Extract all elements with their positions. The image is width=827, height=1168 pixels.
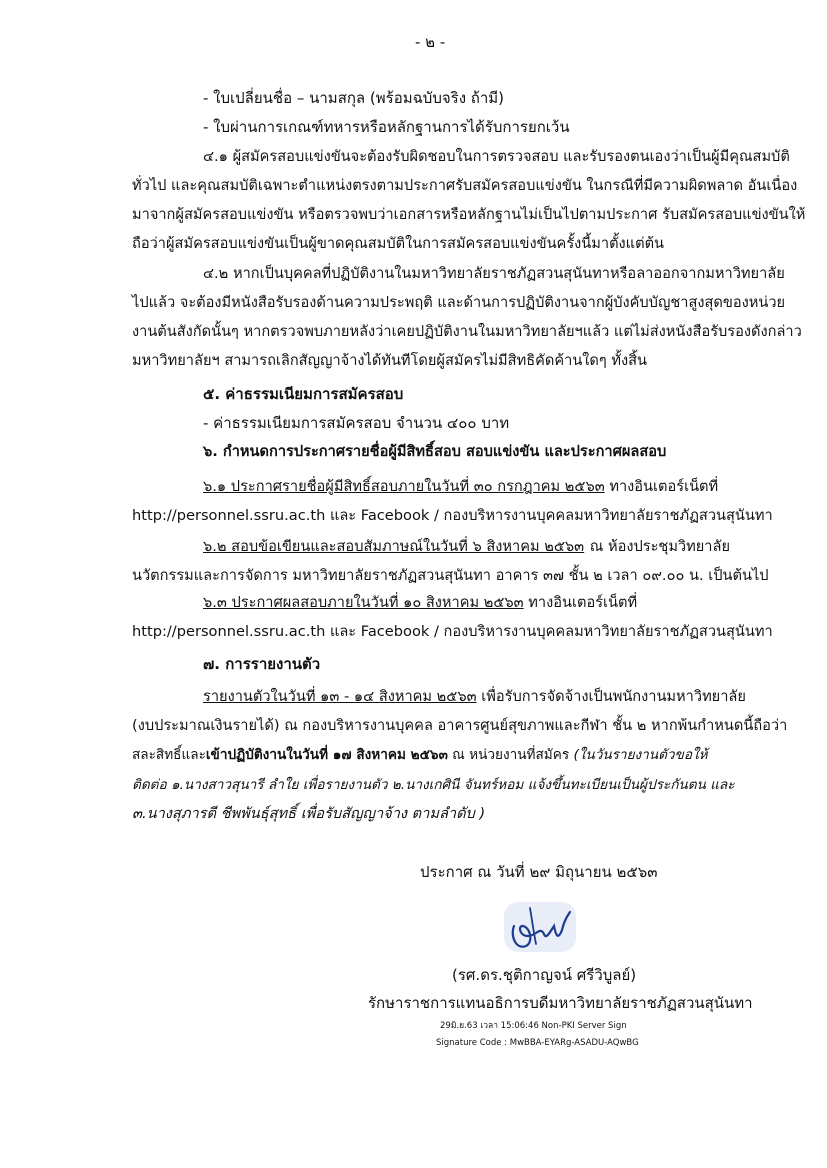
- para-6-2-line-1: [203, 537, 730, 557]
- para-7-line-4: ติดต่อ ๑.นางสาวสุนารี ลำใย เพื่อรายงานตัว ๒.นางเกศินี จันทร์หอม แจ้งขึ้นทะเบียนเป็นผู้ประกันตน และ: [132, 777, 735, 793]
- e-sign-timestamp: 29มิ.ย.63 เวลา 15:06:46 Non-PKI Server Sign: [440, 1021, 627, 1031]
- para-4-1-line-2: ทั่วไป และคุณสมบัติเฉพาะตำแหน่งตรงตามประกาศรับสมัครสอบแข่งขัน ในกรณีที่มีความผิดพลาด อันเนื่อง: [132, 177, 798, 194]
- para-7-report-date: รายงานตัวในวันที่ ๑๓ - ๑๔ สิงหาคม ๒๕๖๓: [203, 688, 477, 705]
- para-7-line-5: ๓.นางสุภารตี ชีพพันธุ์สุทธิ์ เพื่อรับสัญญาจ้าง ตามลำดับ ): [132, 805, 486, 822]
- para-6-2-line-2: นวัตกรรมและการจัดการ มหาวิทยาลัยราชภัฏสวนสุนันทา อาคาร ๓๗ ชั้น ๒ เวลา ๐๙.๐๐ น. เป็นต้นไป: [132, 567, 769, 584]
- para-4-2-line-1: ๔.๒ หากเป็นบุคคลที่ปฏิบัติงานในมหาวิทยาลัยราชภัฏสวนสุนันทาหรือลาออกจากมหาวิทยาลัย: [203, 265, 785, 282]
- signature-image: [500, 896, 580, 958]
- para-6-1-line-1: [203, 477, 718, 497]
- para-6-3-line-1: [203, 593, 637, 613]
- para-7-line-1: [203, 687, 746, 707]
- para-6-3-date: ๖.๓ ประกาศผลสอบภายในวันที่ ๑๐ สิงหาคม ๒๕๖๓: [203, 594, 524, 611]
- para-6-3-channel: ทางอินเตอร์เน็ตที่: [523, 594, 638, 611]
- doc-item-name-change: - ใบเปลี่ยนชื่อ – นามสกุล (พร้อมฉบับจริง ถ้ามี): [203, 89, 505, 107]
- section-7-heading: ๗. การรายงานตัว: [203, 655, 321, 673]
- para-7-start-date: เข้าปฏิบัติงานในวันที่ ๑๗ สิงหาคม ๒๕๖๓: [205, 747, 448, 763]
- signature-shadow: [504, 902, 576, 952]
- doc-item-military: - ใบผ่านการเกณฑ์ทหารหรือหลักฐานการได้รับการยกเว้น: [203, 118, 570, 136]
- para-7-line-3: [132, 745, 708, 765]
- section-6-heading: ๖. กำหนดการประกาศรายชื่อผู้มีสิทธิ์สอบ สอบแข่งขัน และประกาศผลสอบ: [203, 443, 667, 460]
- para-6-1-line-2: http://personnel.ssru.ac.th และ Facebook / กองบริหารงานบุคคลมหาวิทยาลัยราชภัฏสวนสุนันทา: [132, 507, 773, 524]
- signatory-position: รักษาราชการแทนอธิการบดีมหาวิทยาลัยราชภัฏสวนสุนันทา: [368, 994, 753, 1012]
- para-4-1-line-4: ถือว่าผู้สมัครสอบแข่งขันเป็นผู้ขาดคุณสมบัติในการสมัครสอบแข่งขันครั้งนี้มาตั้งแต่ต้น: [132, 235, 665, 252]
- para-7-note-start: (ในวันรายงานตัวขอให้: [573, 747, 708, 763]
- para-6-3-line-2: http://personnel.ssru.ac.th และ Facebook / กองบริหารงานบุคคลมหาวิทยาลัยราชภัฏสวนสุนันทา: [132, 623, 773, 640]
- announce-date: ประกาศ ณ วันที่ ๒๙ มิถุนายน ๒๕๖๓: [420, 863, 658, 881]
- para-6-1-channel: ทางอินเตอร์เน็ตที่: [604, 478, 719, 495]
- para-4-1-line-3: มาจากผู้สมัครสอบแข่งขัน หรือตรวจพบว่าเอกสารหรือหลักฐานไม่เป็นไปตามประกาศ รับสมัครสอบแข่งขันให้: [132, 206, 806, 223]
- para-4-2-line-3: งานต้นสังกัดนั้นๆ หากตรวจพบภายหลังว่าเคยปฏิบัติงานในมหาวิทยาลัยฯแล้ว แต่ไม่ส่งหนังสือรับรองดังกล่าว: [132, 323, 802, 340]
- para-7-unit: ณ หน่วยงานที่สมัคร: [447, 747, 574, 763]
- section-5-fee: - ค่าธรรมเนียมการสมัครสอบ จำนวน ๔๐๐ บาท: [203, 414, 510, 432]
- para-4-2-line-4: มหาวิทยาลัยฯ สามารถเลิกสัญญาจ้างได้ทันทีโดยผู้สมัครไม่มีสิทธิคัดค้านใดๆ ทั้งสิ้น: [132, 352, 647, 369]
- para-7-line-2: (งบประมาณเงินรายได้) ณ กองบริหารงานบุคคล อาคารศูนย์สุขภาพและกีฬา ชั้น ๒ หากพ้นกำหนดนี้ถือว่า: [132, 717, 788, 734]
- para-7-purpose: เพื่อรับการจัดจ้างเป็นพนักงานมหาวิทยาลัย: [476, 688, 746, 705]
- section-5-heading: ๕. ค่าธรรมเนียมการสมัครสอบ: [203, 385, 404, 403]
- para-6-1-date: ๖.๑ ประกาศรายชื่อผู้มีสิทธิ์สอบภายในวันที่ ๓๐ กรกฎาคม ๒๕๖๓: [203, 478, 605, 495]
- para-6-2-date: ๖.๒ สอบข้อเขียนและสอบสัมภาษณ์ในวันที่ ๖ สิงหาคม ๒๕๖๓: [203, 538, 585, 555]
- signatory-name: (รศ.ดร.ชุติกาญจน์ ศรีวิบูลย์): [452, 966, 637, 984]
- para-7-forfeit: สละสิทธิ์และ: [132, 747, 206, 763]
- page-number: - ๒ -: [415, 33, 446, 51]
- para-4-1-line-1: ๔.๑ ผู้สมัครสอบแข่งขันจะต้องรับผิดชอบในการตรวจสอบ และรับรองตนเองว่าเป็นผู้มีคุณสมบัติ: [203, 148, 790, 165]
- para-4-2-line-2: ไปแล้ว จะต้องมีหนังสือรับรองด้านความประพฤติ และด้านการปฏิบัติงานจากผู้บังคับบัญชาสูงสุดของหน่วย: [132, 294, 786, 311]
- signature-code: Signature Code : MwBBA-EYARg-ASADU-AQwBG: [436, 1038, 639, 1048]
- para-6-2-place: ณ ห้องประชุมวิทยาลัย: [589, 538, 730, 555]
